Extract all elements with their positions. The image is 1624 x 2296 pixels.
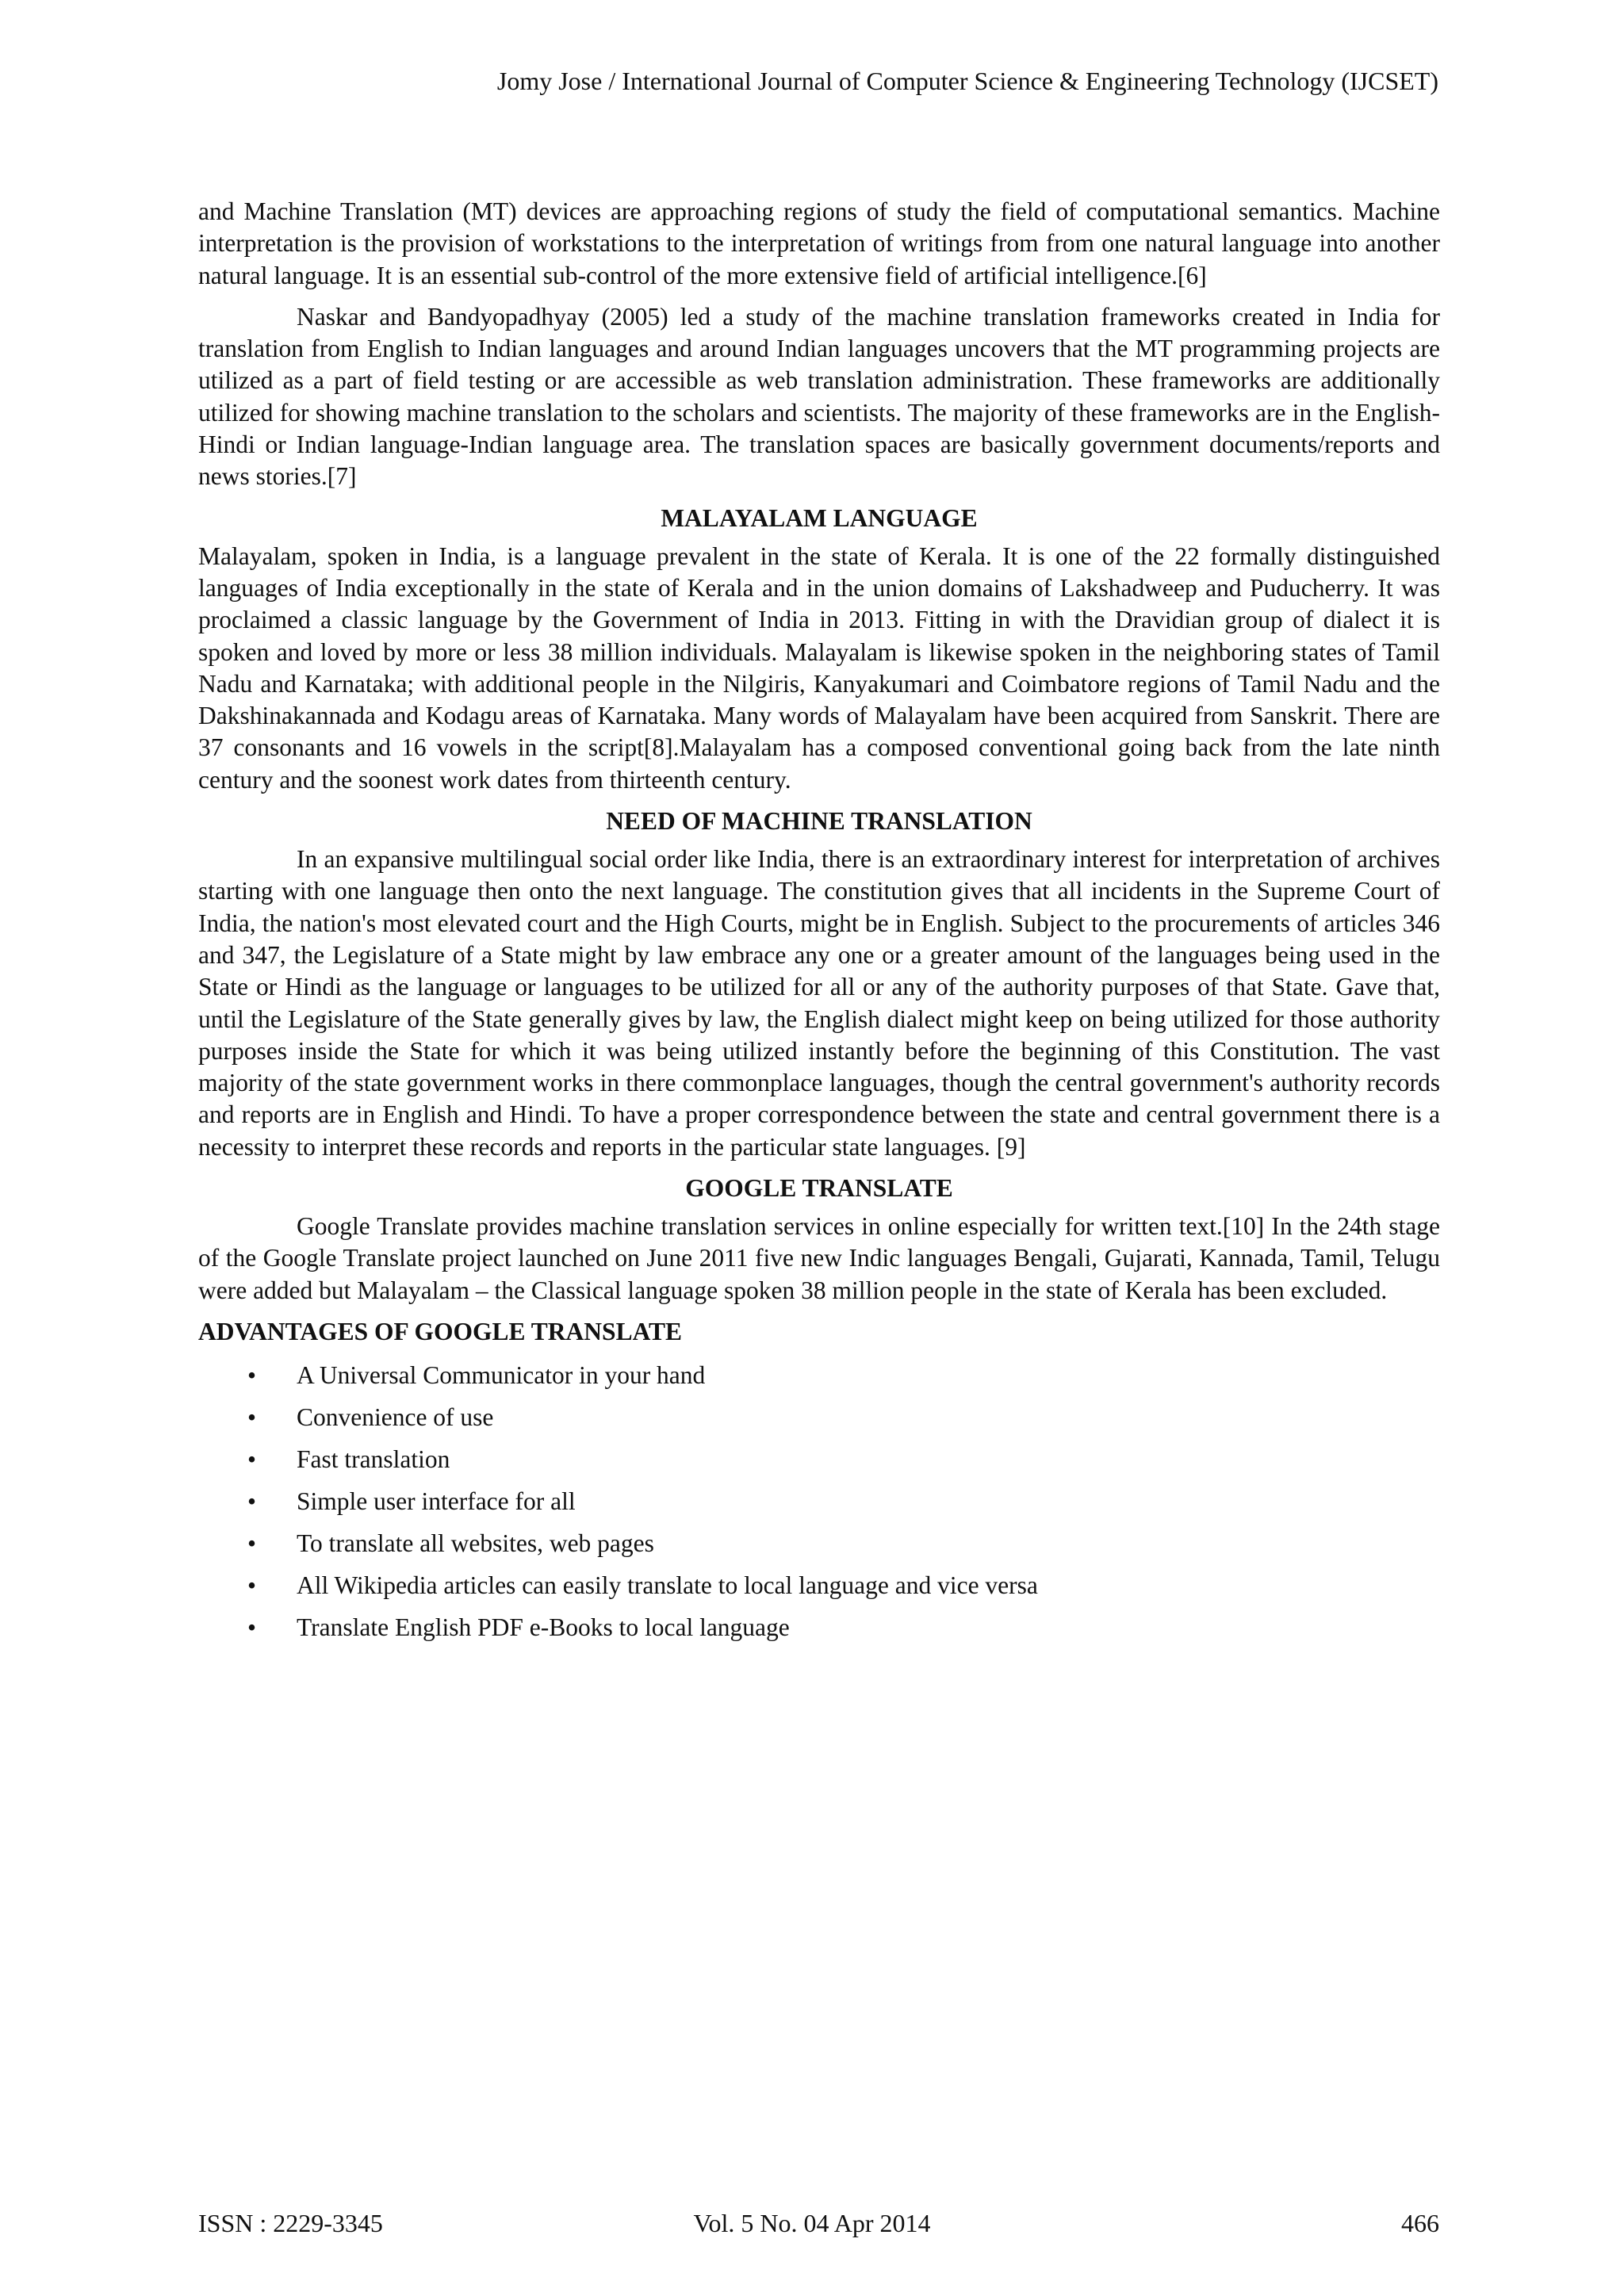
section-heading-advantages: ADVANTAGES OF GOOGLE TRANSLATE — [198, 1317, 683, 1345]
list-item-text: A Universal Communicator in your hand — [297, 1360, 706, 1389]
paragraph-intro: and Machine Translation (MT) devices are approaching regions of study the field of computational semantics. Machine interpretation is the provision of workstations to the interpretation of writings from from one natural language into another natural language. It is an essential sub-control of the more extensive field of artificial intelligence.[6] — [198, 197, 1440, 289]
paragraph-google: Google Translate provides machine translation services in online especially for written text.[10] In the 24th stage of the Google Translate project launched on June 2011 five new Indic languages Bengali, Gujarati, Kannada, Tamil, Telugu were added but Malayalam – the Classical language spoken 38 million people in the state of Kerala has been excluded. — [198, 1212, 1440, 1304]
list-item-text: Simple user interface for all — [297, 1487, 576, 1515]
list-item-text: Translate English PDF e-Books to local language — [297, 1613, 790, 1641]
bullet-icon: • — [247, 1487, 257, 1515]
bullet-icon: • — [247, 1529, 257, 1557]
advantages-list — [198, 1354, 1440, 1648]
list-item-text: All Wikipedia articles can easily translate to local language and vice versa — [297, 1571, 1038, 1599]
bullet-icon: • — [247, 1571, 257, 1599]
paragraph-naskar: Naskar and Bandyopadhyay (2005) led a study of the machine translation frameworks created in India for translation from English to Indian languages and around Indian languages uncovers that the MT programming projects are utilized as a part of field testing or are accessible as web translation administration. These frameworks are additionally utilized for showing machine translation to the scholars and scientists. The majority of these frameworks are in the English-Hindi or Indian language-Indian language area. The translation spaces are basically government documents/reports and news stories.[7] — [198, 302, 1440, 491]
footer-issn: ISSN : 2229-3345 — [198, 2209, 383, 2237]
article-body — [198, 196, 1440, 1648]
footer-page-number: 466 — [1401, 2209, 1439, 2237]
paragraph-need: In an expansive multilingual social order like India, there is an extraordinary interest for interpretation of archives starting with one language then onto the next language. The constitution gives that all incidents in the Supreme Court of India, the nation's most elevated court and the High Courts, might be in English. Subject to the procurements of articles 346 and 347, the Legislature of a State might by law embrace any one or a greater amount of the languages being used in the State or Hindi as the language or languages to be utilized for all or any of the authority purposes of that State. Gave that, until the Legislature of the State generally gives by law, the English dialect might keep on being utilized for those authority purposes inside the State for which it was being utilized instantly before the beginning of this Constitution. The vast majority of the state government works in there commonplace languages, though the central government's authority records and reports are in English and Hindi. To have a proper correspondence between the state and central government there is a necessity to interpret these records and reports in the particular state languages. [9] — [198, 845, 1440, 1161]
paragraph-malayalam: Malayalam, spoken in India, is a language prevalent in the state of Kerala. It is one of the 22 formally distinguished languages of India exceptionally in the state of Kerala and in the union domains of Lakshadweep and Puducherry. It was proclaimed a classic language by the Government of India in 2013. Fitting in with the Dravidian group of dialect it is spoken and loved by more or less 38 million individuals. Malayalam is likewise spoken in the neighboring states of Tamil Nadu and Karnataka; with additional people in the Nilgiris, Kanyakumari and Coimbatore regions of Tamil Nadu and the Dakshinakannada and Kodagu areas of Karnataka. Many words of Malayalam have been acquired from Sanskrit. There are 37 consonants and 16 vowels in the script[8].Malayalam has a composed conventional going back from the late ninth century and the soonest work dates from thirteenth century. — [198, 541, 1440, 794]
bullet-icon: • — [247, 1613, 257, 1641]
bullet-icon: • — [247, 1445, 257, 1473]
list-item-text: To translate all websites, web pages — [297, 1529, 654, 1557]
running-header: Jomy Jose / International Journal of Computer Science & Engineering Technology (IJCSET) — [496, 67, 1438, 95]
section-heading-google: GOOGLE TRANSLATE — [685, 1174, 953, 1203]
bullet-icon: • — [247, 1360, 257, 1389]
list-item — [198, 1522, 1440, 1564]
footer-volume: Vol. 5 No. 04 Apr 2014 — [693, 2209, 931, 2237]
list-item-text: Convenience of use — [297, 1402, 494, 1431]
list-item — [198, 1564, 1440, 1606]
section-heading-malayalam: MALAYALAM LANGUAGE — [661, 503, 978, 532]
section-heading-need: NEED OF MACHINE TRANSLATION — [606, 807, 1032, 836]
list-item-text: Fast translation — [297, 1445, 450, 1473]
list-item — [198, 1606, 1440, 1648]
list-item — [198, 1396, 1440, 1438]
list-item — [198, 1354, 1440, 1396]
list-item — [198, 1480, 1440, 1522]
list-item — [198, 1438, 1440, 1480]
bullet-icon: • — [247, 1402, 257, 1431]
